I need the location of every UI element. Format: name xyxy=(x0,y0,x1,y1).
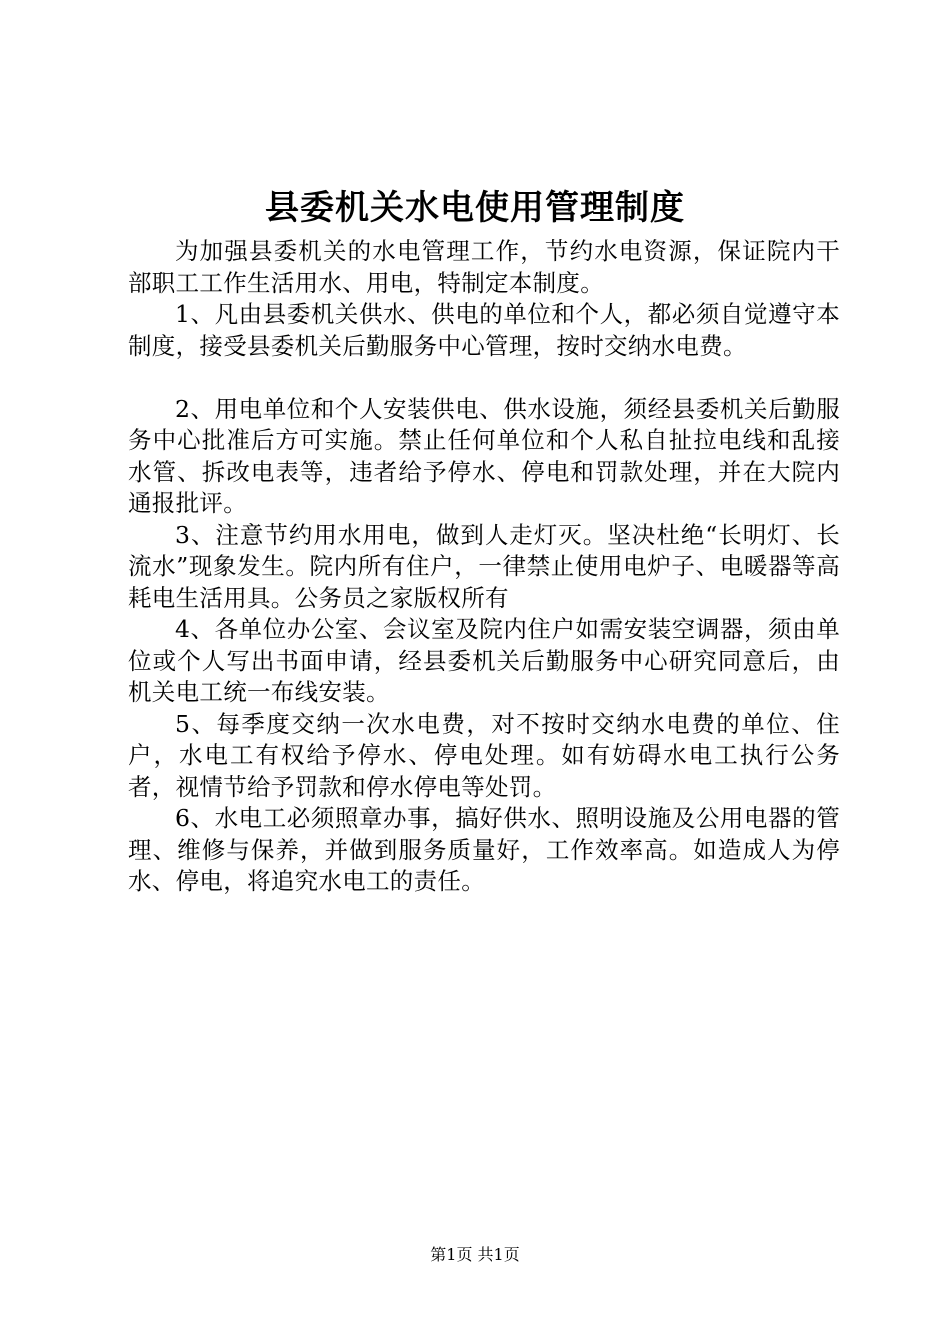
paragraph-item-2: 2、用电单位和个人安装供电、供水设施，须经县委机关后勤服务中心批准后方可实施。禁止任何单位和个人私自扯拉电线和乱接水管、拆改电表等，违者给予停水、停电和罚款处理，并在大院内通报批评。 xyxy=(128,394,840,517)
document-title: 县委机关水电使用管理制度 xyxy=(265,188,685,228)
paragraph-item-4: 4、各单位办公室、会议室及院内住户如需安装空调器，须由单位或个人写出书面申请，经县委机关后勤服务中心研究同意后，由机关电工统一布线安装。 xyxy=(128,615,840,706)
page-footer: 第1页 共1页 xyxy=(430,1245,520,1264)
document-body xyxy=(128,236,840,898)
paragraph-item-1: 1、凡由县委机关供水、供电的单位和个人，都必须自觉遵守本制度，接受县委机关后勤服务中心管理，按时交纳水电费。 xyxy=(128,300,840,360)
paragraph-item-5: 5、每季度交纳一次水电费，对不按时交纳水电费的单位、住户，水电工有权给予停水、停电处理。如有妨碍水电工执行公务者，视情节给予罚款和停水停电等处罚。 xyxy=(128,709,840,801)
paragraph-item-3: 3、注意节约用水用电，做到人走灯灭。坚决杜绝“长明灯、长流水”现象发生。院内所有住户，一律禁止使用电炉子、电暖器等高耗电生活用具。公务员之家版权所有 xyxy=(128,520,840,612)
paragraph-item-6: 6、水电工必须照章办事，搞好供水、照明设施及公用电器的管理、维修与保养，并做到服务质量好，工作效率高。如造成人为停水、停电，将追究水电工的责任。 xyxy=(128,804,840,895)
paragraph-intro: 为加强县委机关的水电管理工作，节约水电资源，保证院内干部职工工作生活用水、用电，特制定本制度。 xyxy=(128,237,840,297)
